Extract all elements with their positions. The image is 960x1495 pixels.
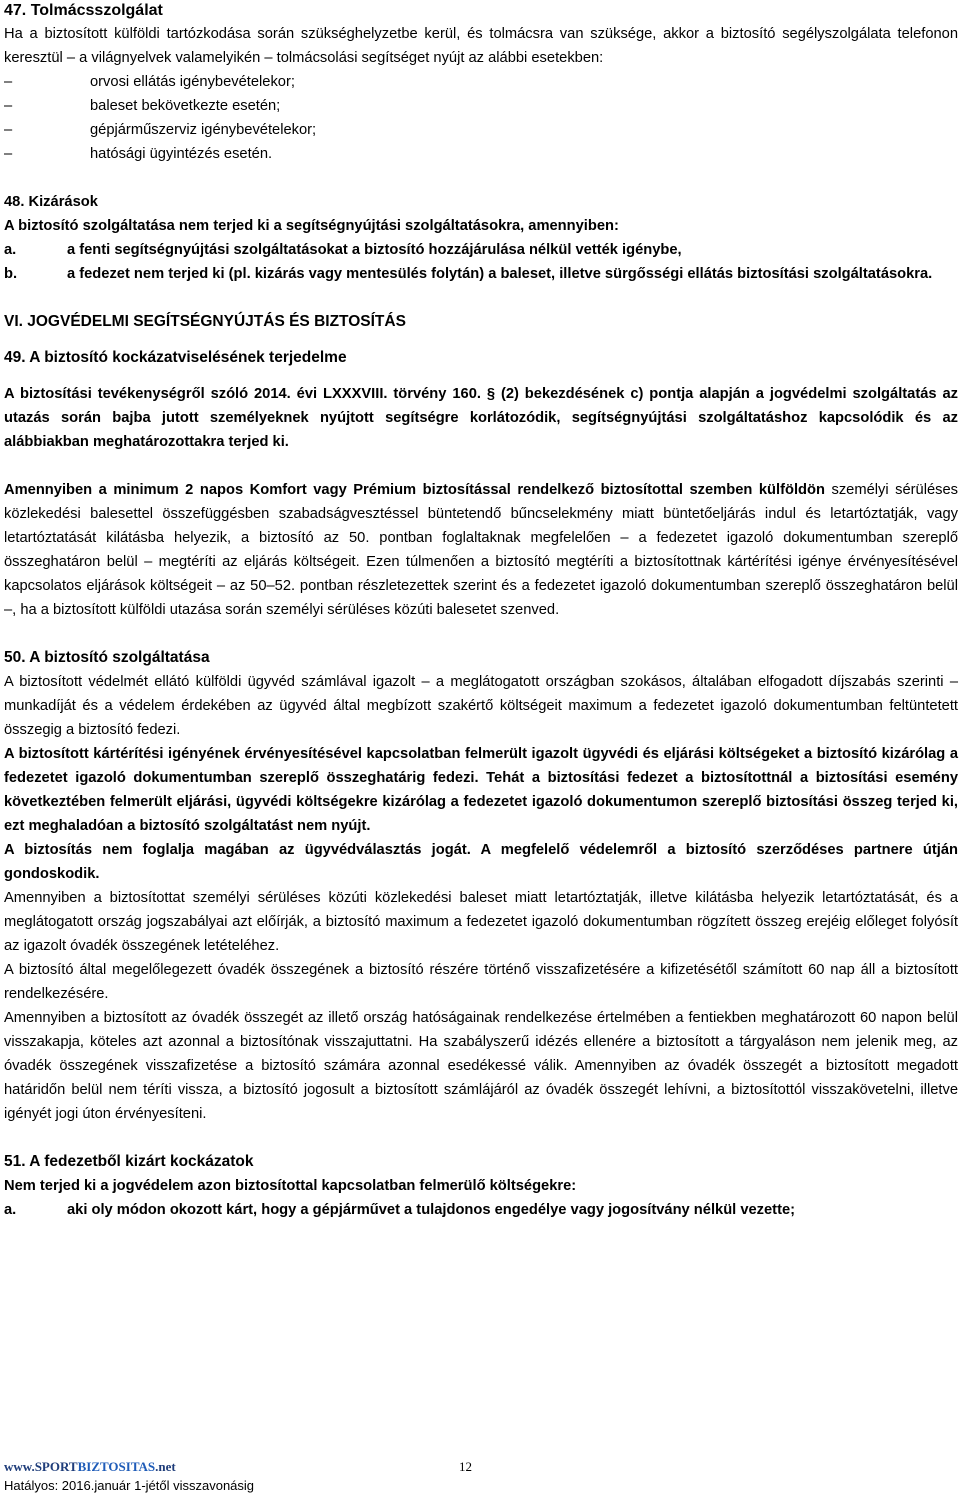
section-48-title: 48. Kizárások xyxy=(4,194,98,210)
page-number: 12 xyxy=(459,1459,472,1474)
section-50-title: 50. A biztosító szolgáltatása xyxy=(4,649,210,666)
dash-bullet: – xyxy=(4,98,13,114)
footer-website-link[interactable] xyxy=(4,1459,176,1475)
section-50-p1: A biztosított védelmét ellátó külföldi ügyvéd számlával igazolt – a meglátogatott országban szokásos, általában elfogadott díjszabás szerinti – munkadíját és a védelem érdekében az ügyvéd által megbízott szakértő költségeit maximum a fedezetet igazoló dokumentumban feltüntetett összegig a biztosító fedezi. xyxy=(4,674,958,738)
section-50-p2: A biztosított kártérítési igényének érvényesítésével kapcsolatban felmerült igazolt ügyvédi és eljárási költségeket a biztosító kizárólag a fedezetet igazoló dokumentumban szereplő összeghatárig fedezi. Tehát a biztosítási fedezet a biztosítottnál a biztosítási esemény következtében felmerült eljárási, ügyvédi költségekre kizárólag a fedezetet igazoló dokumentumon szereplő biztosítási összeg terjed ki, ezt meghaladóan a biztosító szolgáltatást nem nyújt. xyxy=(4,746,958,834)
section-48-lead: A biztosító szolgáltatása nem terjed ki a segítségnyújtási szolgáltatásokra, amennyiben: xyxy=(4,218,619,234)
section-51-item xyxy=(4,1198,958,1222)
section-49-title: 49. A biztosító kockázatviselésének terjedelme xyxy=(4,349,347,366)
item-label: a. xyxy=(4,242,17,258)
dash-bullet: – xyxy=(4,74,13,90)
list-item-text: gépjárműszerviz igénybevételekor; xyxy=(90,122,317,138)
section-50-p6: Amennyiben a biztosított az óvadék összegét az illető ország hatóságainak rendelkezése értelmében a fentiekben meghatározott 60 napon belül visszakapja, köteles azt azonnal a biztosítónak visszajuttatni. Ha szabályszerű idézés ellenére a biztosított a tárgyaláson nem jelenik meg, az óvadék összegének visszafizetése a biztosító számára azonnal esedékessé válik. Amennyiben az óvadék összegét a biztosított megadott határidőn belül nem téríti vissza, a biztosító jogosult a biztosított számlájáról az óvadék összegét lehívni, a biztosítottól visszakövetelni, illetve igényét jogi úton érvényesíteni. xyxy=(4,1010,958,1122)
item-label: a. xyxy=(4,1202,17,1218)
url-mid: BIZTOSITAS xyxy=(77,1459,156,1474)
url-suffix: .net xyxy=(155,1459,176,1474)
item-text: aki oly módon okozott kárt, hogy a gépjárművet a tulajdonos engedélye vagy jogosítvány nélkül vezette; xyxy=(67,1202,796,1218)
section-49-p2 xyxy=(4,478,958,622)
section-49-p2-rest: személyi sérüléses közlekedési balesettel összefüggésben szabadságvesztéssel büntetendő bűncselekmény miatt büntetőeljárás indul és letartóztatják, vagy letartóztatását kilátásba helyezik, a biztosító az 50. pontban foglaltaknak megfelelően – a fedezetet igazoló dokumentumban szereplő összeghatáron belül – megtéríti az eljárás költségeit. Ezen túlmenően a biztosító megtéríti a biztosítottnak kártérítési igénye érvényesítésével kapcsolatos eljárások költségeit – az 50–52. pontban részletezettek szerint és a fedezetet igazoló dokumentumban szereplő összeghatáron belül –, ha a biztosított külföldi utazása során személyi sérüléses közúti balesetet szenved. xyxy=(4,482,958,618)
exclusion-item xyxy=(4,238,958,262)
section-50-p5: A biztosító által megelőlegezett óvadék összegének a biztosító részére történő visszafizetésére a kifizetésétől számított 60 nap áll a biztosított rendelkezésére. xyxy=(4,962,958,1002)
url-prefix: www.SPORT xyxy=(4,1459,78,1474)
section-50-p3: A biztosítás nem foglalja magában az ügyvédválasztás jogát. A megfelelő védelemről a biztosító szerződéses partnere útján gondoskodik. xyxy=(4,842,958,882)
list-item-text: baleset bekövetkezte esetén; xyxy=(90,98,281,114)
list-item xyxy=(4,94,958,118)
list-item xyxy=(4,70,958,94)
list-item-text: orvosi ellátás igénybevételekor; xyxy=(90,74,295,90)
section-49-p1: A biztosítási tevékenységről szóló 2014. évi LXXXVIII. törvény 160. § (2) bekezdésének c) pontja alapján a jogvédelmi szolgáltatás az utazás során bajba jutott személyeknek nyújtott segítségre korlátozódik, segítségnyújtási szolgáltatáshoz kapcsolódik és az alábbiakban meghatározottakra terjed ki. xyxy=(4,386,958,450)
list-item xyxy=(4,118,958,142)
exclusion-item xyxy=(4,262,958,286)
validity-note: Hatályos: 2016.január 1-jétől visszavonásig xyxy=(4,1478,255,1493)
dash-bullet: – xyxy=(4,146,13,162)
document-body xyxy=(4,0,958,1222)
item-text: a fedezet nem terjed ki (pl. kizárás vagy mentesülés folytán) a baleset, illetve sürgősségi ellátás biztosítási szolgáltatásokra. xyxy=(67,266,933,282)
item-text: a fenti segítségnyújtási szolgáltatásokat a biztosító hozzájárulása nélkül vették igénybe, xyxy=(67,242,682,258)
section-47-intro: Ha a biztosított külföldi tartózkodása során szükséghelyzetbe kerül, és tolmácsra van szüksége, akkor a biztosító segélyszolgálata telefonon keresztül – a világnyelvek valamelyikén – tolmácsolási segítséget nyújt az alábbi esetekben: xyxy=(4,26,958,66)
page-footer xyxy=(4,1459,958,1495)
item-label: b. xyxy=(4,266,18,282)
section-51-title: 51. A fedezetből kizárt kockázatok xyxy=(4,1153,254,1170)
section-51-lead: Nem terjed ki a jogvédelem azon biztosítottal kapcsolatban felmerülő költségekre: xyxy=(4,1178,577,1194)
dash-bullet: – xyxy=(4,122,13,138)
list-item-text: hatósági ügyintézés esetén. xyxy=(90,146,273,162)
section-47-title: 47. Tolmácsszolgálat xyxy=(4,2,163,19)
list-item xyxy=(4,142,958,166)
chapter-vi-title: VI. JOGVÉDELMI SEGÍTSÉGNYÚJTÁS ÉS BIZTOSÍTÁS xyxy=(4,313,406,330)
section-49-p2-bold: Amennyiben a minimum 2 napos Komfort vagy Prémium biztosítással rendelkező biztosítottal szemben külföldön xyxy=(4,482,825,498)
section-50-p4: Amennyiben a biztosítottat személyi sérüléses közúti közlekedési baleset miatt letartóztatják, illetve kilátásba helyezik letartóztatását, és a meglátogatott ország jogszabályai azt előírják, a biztosító maximum a fedezetet igazoló dokumentumban rögzített összeg erejéig előleget folyósít az igazolt óvadék összegének letételéhez. xyxy=(4,890,958,954)
